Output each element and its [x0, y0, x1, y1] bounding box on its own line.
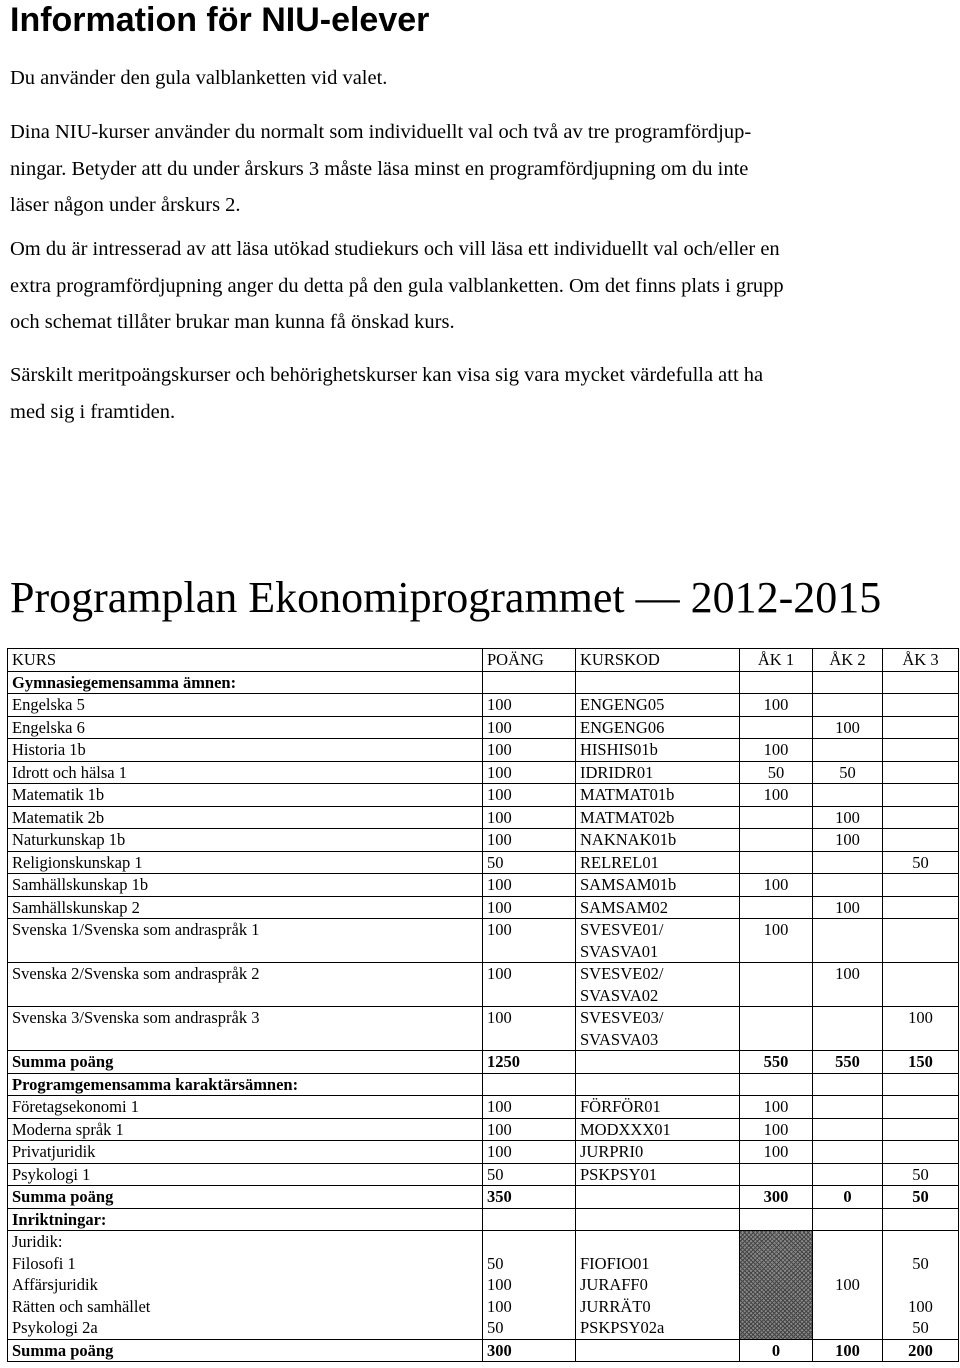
course-code-line: FIOFIO01	[580, 1253, 650, 1273]
table-row	[8, 874, 959, 897]
ak1-value: 100	[740, 1096, 813, 1119]
course-code: SAMSAM02	[576, 896, 740, 919]
ak1-value	[740, 806, 813, 829]
ak2-value	[813, 784, 883, 807]
ak3-value	[883, 919, 959, 963]
sum-row	[8, 1186, 959, 1209]
table-row	[8, 1118, 959, 1141]
table-row	[8, 919, 959, 963]
ak3-value-line	[887, 1231, 954, 1253]
info-p4-line-1: Särskilt meritpoängskurser och behörighetskurser kan visa sig vara mycket värdefulla att ha	[10, 364, 764, 386]
ak2-value	[813, 874, 883, 897]
course-code-line	[580, 1231, 735, 1253]
course-code: PSKPSY01	[576, 1163, 740, 1186]
header-ak1: ÅK 1	[740, 649, 813, 672]
table-row	[8, 963, 959, 1007]
ak2-value	[813, 1163, 883, 1186]
course-code-line: JURRÄT0	[580, 1296, 651, 1316]
ak1-value	[740, 963, 813, 1007]
ak3-value	[883, 1096, 959, 1119]
ak3-value-line: 50	[912, 1253, 929, 1273]
empty-cell	[883, 1073, 959, 1096]
ak3-value	[883, 963, 959, 1007]
course-name-line: Rätten och samhället	[12, 1296, 151, 1316]
course-code-line: SVASVA02	[580, 985, 659, 1005]
ak3-value	[883, 739, 959, 762]
ak2-value	[813, 1231, 883, 1340]
ak3-value	[883, 1141, 959, 1164]
course-points: 100	[483, 1007, 576, 1051]
course-name: Engelska 5	[8, 694, 483, 717]
course-name: Idrott och hälsa 1	[8, 761, 483, 784]
course-name: Historia 1b	[8, 739, 483, 762]
table-row	[8, 1096, 959, 1119]
table-row	[8, 694, 959, 717]
ak2-value-line	[817, 1231, 878, 1253]
ak2-value: 100	[813, 829, 883, 852]
course-name: Summa poäng	[8, 1339, 483, 1362]
info-p3-line-3: och schemat tillåter brukar man kunna få önskad kurs.	[10, 311, 455, 333]
course-code-line: SVESVE02/	[580, 964, 664, 983]
ak3-value	[883, 1118, 959, 1141]
header-ak2: ÅK 2	[813, 649, 883, 672]
ak2-value	[813, 1096, 883, 1119]
course-points: 100	[483, 1096, 576, 1119]
course-code: MATMAT02b	[576, 806, 740, 829]
course-code: MATMAT01b	[576, 784, 740, 807]
empty-cell	[740, 1208, 813, 1231]
ak3-value: 150	[883, 1051, 959, 1074]
course-name: Naturkunskap 1b	[8, 829, 483, 852]
ak2-value	[813, 851, 883, 874]
ak2-value: 100	[813, 806, 883, 829]
course-points: 100	[483, 739, 576, 762]
course-points	[483, 1231, 576, 1340]
course-name: Svenska 2/Svenska som andraspråk 2	[8, 963, 483, 1007]
ak1-value	[740, 829, 813, 852]
course-code-line: SVESVE03/	[580, 1008, 664, 1027]
course-name: Matematik 2b	[8, 806, 483, 829]
info-paragraph-4	[10, 357, 955, 430]
course-name: Samhällskunskap 2	[8, 896, 483, 919]
course-name-line: Psykologi 2a	[12, 1318, 98, 1337]
table-row	[8, 739, 959, 762]
course-code: FÖRFÖR01	[576, 1096, 740, 1119]
ak3-value	[883, 1231, 959, 1340]
ak1-value: 300	[740, 1186, 813, 1209]
course-code: HISHIS01b	[576, 739, 740, 762]
ak2-value	[813, 1118, 883, 1141]
program-plan-title: Programplan Ekonomiprogrammet — 2012-2015	[10, 573, 882, 622]
info-paragraph-3	[10, 231, 955, 341]
section-row	[8, 1073, 959, 1096]
table-row	[8, 1141, 959, 1164]
table-row	[8, 761, 959, 784]
header-kurskod: KURSKOD	[576, 649, 740, 672]
section-row	[8, 671, 959, 694]
course-code-line: PSKPSY02a	[580, 1318, 665, 1337]
ak3-value-line: 100	[908, 1296, 933, 1316]
sum-row	[8, 1339, 959, 1362]
course-code	[576, 1186, 740, 1209]
ak1-value: 100	[740, 739, 813, 762]
course-points: 100	[483, 1118, 576, 1141]
ak1-value: 0	[740, 1339, 813, 1362]
section-title: Inriktningar:	[8, 1208, 483, 1231]
hatched-ak1-cell	[740, 1231, 813, 1340]
ak1-value	[740, 1007, 813, 1051]
ak3-value	[883, 806, 959, 829]
course-points: 100	[483, 829, 576, 852]
ak1-value: 100	[740, 1118, 813, 1141]
table-row	[8, 806, 959, 829]
ak2-value	[813, 694, 883, 717]
ak1-value: 100	[740, 919, 813, 963]
ak1-value: 100	[740, 784, 813, 807]
ak3-value	[883, 716, 959, 739]
course-code: ENGENG06	[576, 716, 740, 739]
info-title: Information för NIU-elever	[10, 1, 430, 39]
course-name: Svenska 1/Svenska som andraspråk 1	[8, 919, 483, 963]
info-p2-line-3: läser någon under årskurs 2.	[10, 194, 241, 216]
empty-cell	[813, 1208, 883, 1231]
course-code: IDRIDR01	[576, 761, 740, 784]
ak1-value: 100	[740, 1141, 813, 1164]
course-points-line: 50	[487, 1253, 504, 1273]
course-points: 100	[483, 1141, 576, 1164]
course-name: Summa poäng	[8, 1186, 483, 1209]
course-points: 1250	[483, 1051, 576, 1074]
ak1-value	[740, 1163, 813, 1186]
table-row	[8, 716, 959, 739]
ak3-value-line: 50	[912, 1318, 929, 1337]
course-points: 100	[483, 963, 576, 1007]
course-name: Matematik 1b	[8, 784, 483, 807]
course-points-line: 50	[487, 1318, 504, 1337]
course-name: Engelska 6	[8, 716, 483, 739]
course-code: NAKNAK01b	[576, 829, 740, 852]
ak1-value	[740, 896, 813, 919]
empty-cell	[576, 1073, 740, 1096]
ak2-value	[813, 739, 883, 762]
ak2-value: 550	[813, 1051, 883, 1074]
course-name-line: Juridik:	[12, 1232, 63, 1251]
course-code: RELREL01	[576, 851, 740, 874]
course-name: Samhällskunskap 1b	[8, 874, 483, 897]
course-name: Privatjuridik	[8, 1141, 483, 1164]
info-p2-line-2: ningar. Betyder att du under årskurs 3 måste läsa minst en programfördjupning om du inte	[10, 157, 749, 180]
ak3-value	[883, 896, 959, 919]
ak2-value: 100	[813, 1339, 883, 1362]
course-code: MODXXX01	[576, 1118, 740, 1141]
ak2-value: 0	[813, 1186, 883, 1209]
course-points: 100	[483, 761, 576, 784]
ak2-value-line: 100	[835, 1275, 860, 1294]
ak3-value	[883, 761, 959, 784]
table-row	[8, 829, 959, 852]
table-header-row	[8, 649, 959, 672]
ak1-value: 550	[740, 1051, 813, 1074]
ak2-value: 100	[813, 716, 883, 739]
info-p1-line: Du använder den gula valblanketten vid valet.	[10, 67, 388, 89]
course-code	[576, 1007, 740, 1051]
course-name: Svenska 3/Svenska som andraspråk 3	[8, 1007, 483, 1051]
info-p3-line-2: extra programfördjupning anger du detta på den gula valblanketten. Om det finns plats i grupp	[10, 274, 784, 297]
ak3-value: 100	[883, 1007, 959, 1051]
ak2-value: 100	[813, 896, 883, 919]
course-points: 50	[483, 851, 576, 874]
empty-cell	[740, 1073, 813, 1096]
info-paragraph-2	[10, 114, 955, 224]
course-points: 100	[483, 874, 576, 897]
ak3-value: 50	[883, 1186, 959, 1209]
ak1-value	[740, 851, 813, 874]
course-name: Religionskunskap 1	[8, 851, 483, 874]
table-row	[8, 784, 959, 807]
ak3-value	[883, 874, 959, 897]
course-code: SAMSAM01b	[576, 874, 740, 897]
course-points: 50	[483, 1163, 576, 1186]
info-p2-line-1: Dina NIU-kurser använder du normalt som individuellt val och två av tre programfördjup-	[10, 121, 752, 143]
course-code	[576, 919, 740, 963]
ak3-value	[883, 829, 959, 852]
header-poang: POÄNG	[483, 649, 576, 672]
ak1-value: 50	[740, 761, 813, 784]
ak2-value: 100	[813, 963, 883, 1007]
empty-cell	[483, 1208, 576, 1231]
header-kurs: KURS	[8, 649, 483, 672]
ak2-value-line	[817, 1296, 878, 1318]
info-p4-line-2: med sig i framtiden.	[10, 400, 176, 423]
course-code-line: JURAFF0	[580, 1275, 648, 1294]
ak2-value-line	[817, 1317, 878, 1339]
ak1-value: 100	[740, 694, 813, 717]
course-points: 100	[483, 694, 576, 717]
course-name: Företagsekonomi 1	[8, 1096, 483, 1119]
course-name	[8, 1231, 483, 1340]
course-name: Summa poäng	[8, 1051, 483, 1074]
course-code-line: SVASVA01	[580, 941, 659, 961]
section-title: Gymnasiegemensamma ämnen:	[8, 671, 483, 694]
course-points-line: 100	[487, 1275, 512, 1294]
table-row	[8, 896, 959, 919]
course-points: 300	[483, 1339, 576, 1362]
course-code	[576, 963, 740, 1007]
empty-cell	[576, 1208, 740, 1231]
info-p3-line-1: Om du är intresserad av att läsa utökad studiekurs och vill läsa ett individuellt val och/eller en	[10, 238, 780, 260]
course-points: 100	[483, 919, 576, 963]
table-row	[8, 1163, 959, 1186]
course-name: Moderna språk 1	[8, 1118, 483, 1141]
program-plan-table	[7, 648, 959, 1362]
inriktning-row	[8, 1231, 959, 1340]
ak2-value: 50	[813, 761, 883, 784]
course-code	[576, 1231, 740, 1340]
course-points: 100	[483, 784, 576, 807]
ak3-value	[883, 694, 959, 717]
course-points-line	[487, 1231, 571, 1253]
course-points-line: 100	[487, 1296, 512, 1316]
ak2-value	[813, 1141, 883, 1164]
course-code-line: SVESVE01/	[580, 920, 664, 939]
course-name-line: Filosofi 1	[12, 1253, 76, 1273]
course-points: 100	[483, 716, 576, 739]
ak2-value-line	[817, 1253, 878, 1275]
course-points: 100	[483, 806, 576, 829]
ak3-value: 50	[883, 1163, 959, 1186]
empty-cell	[483, 1073, 576, 1096]
course-code	[576, 1051, 740, 1074]
header-ak3: ÅK 3	[883, 649, 959, 672]
course-code	[576, 1339, 740, 1362]
section-row	[8, 1208, 959, 1231]
program-plan-body	[8, 671, 959, 1362]
ak3-value: 50	[883, 851, 959, 874]
ak3-value: 200	[883, 1339, 959, 1362]
course-code: JURPRI0	[576, 1141, 740, 1164]
course-name: Psykologi 1	[8, 1163, 483, 1186]
course-code: ENGENG05	[576, 694, 740, 717]
ak1-value	[740, 716, 813, 739]
empty-cell	[883, 1208, 959, 1231]
ak2-value	[813, 919, 883, 963]
ak1-value: 100	[740, 874, 813, 897]
ak3-value-line	[887, 1274, 954, 1296]
empty-cell	[813, 1073, 883, 1096]
section-title: Programgemensamma karaktärsämnen:	[8, 1073, 483, 1096]
course-points: 350	[483, 1186, 576, 1209]
ak3-value	[883, 784, 959, 807]
course-name-line: Affärsjuridik	[12, 1275, 98, 1294]
table-row	[8, 1007, 959, 1051]
ak2-value	[813, 1007, 883, 1051]
course-points: 100	[483, 896, 576, 919]
course-code-line: SVASVA03	[580, 1029, 659, 1049]
info-paragraph-1	[10, 60, 955, 97]
table-row	[8, 851, 959, 874]
sum-row	[8, 1051, 959, 1074]
